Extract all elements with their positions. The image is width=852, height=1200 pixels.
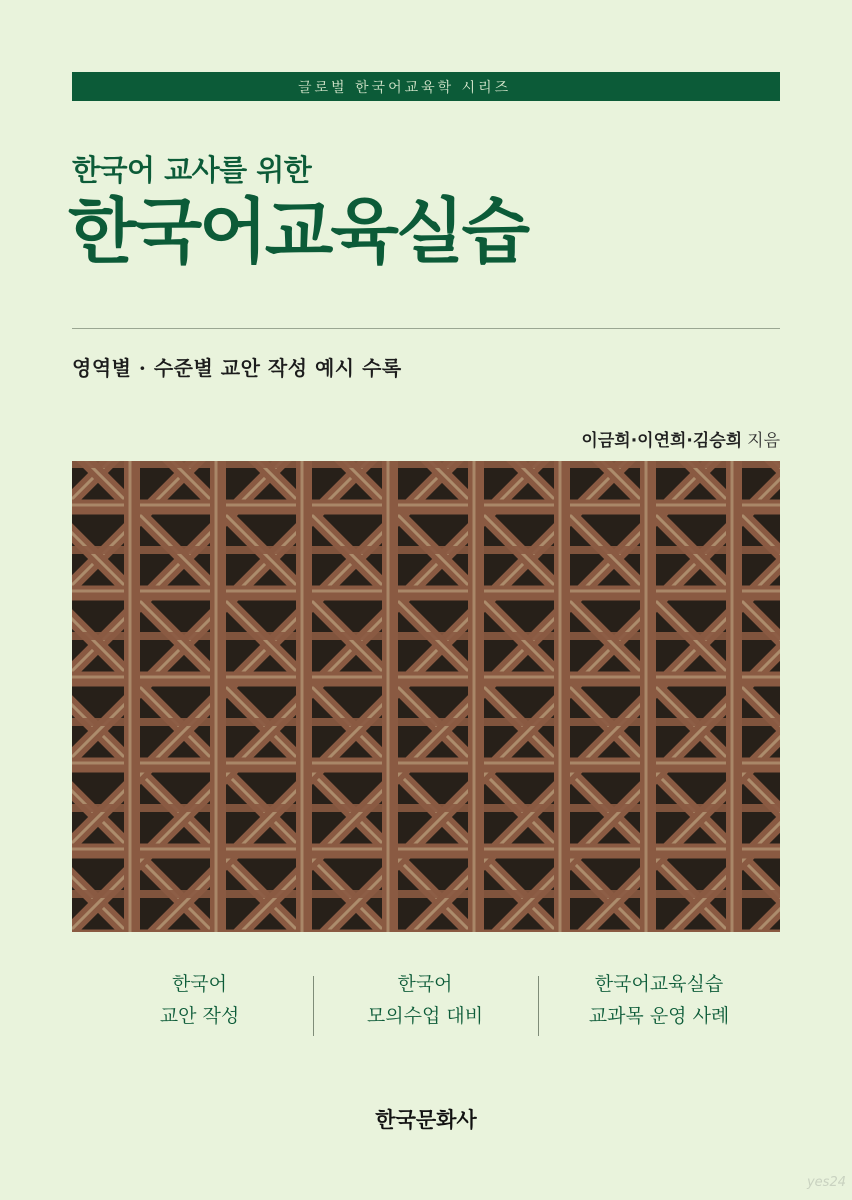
title-divider	[72, 328, 780, 329]
wooden-lattice-illustration	[72, 461, 780, 932]
lattice-bar	[72, 461, 322, 932]
book-title: 한국어교육실습	[68, 190, 528, 273]
publisher-name: 한국문화사	[375, 1107, 477, 1132]
lattice-bar	[72, 461, 322, 932]
feature-line-2: 모의수업 대비	[366, 1005, 484, 1027]
lattice-bar	[72, 461, 322, 932]
feature-line-1: 한국어	[397, 973, 453, 995]
author-suffix: 지음	[747, 431, 780, 451]
feature-line-2: 교과목 운영 사례	[588, 1005, 730, 1027]
author-line	[581, 426, 780, 451]
series-name: 글로벌 한국어교육학 시리즈	[298, 79, 512, 96]
book-subtitle: 한국어 교사를 위한	[72, 153, 312, 187]
feature-line-2: 교안 작성	[159, 1005, 240, 1027]
feature-line-1: 한국어	[171, 973, 228, 995]
feature-item	[538, 968, 780, 1032]
watermark-logo: yes24	[806, 1175, 846, 1190]
book-tagline: 영역별 · 수준별 교안 작성 예시 수록	[72, 356, 402, 380]
cover-image-lattice	[72, 461, 780, 932]
feature-line-1: 한국어교육실습	[594, 973, 724, 995]
feature-item	[92, 968, 307, 1032]
feature-list	[72, 968, 780, 1038]
series-banner	[72, 72, 780, 101]
feature-item	[312, 968, 538, 1032]
author-names: 이금희·이연희·김승희	[581, 431, 743, 451]
lattice-bar	[72, 461, 322, 932]
